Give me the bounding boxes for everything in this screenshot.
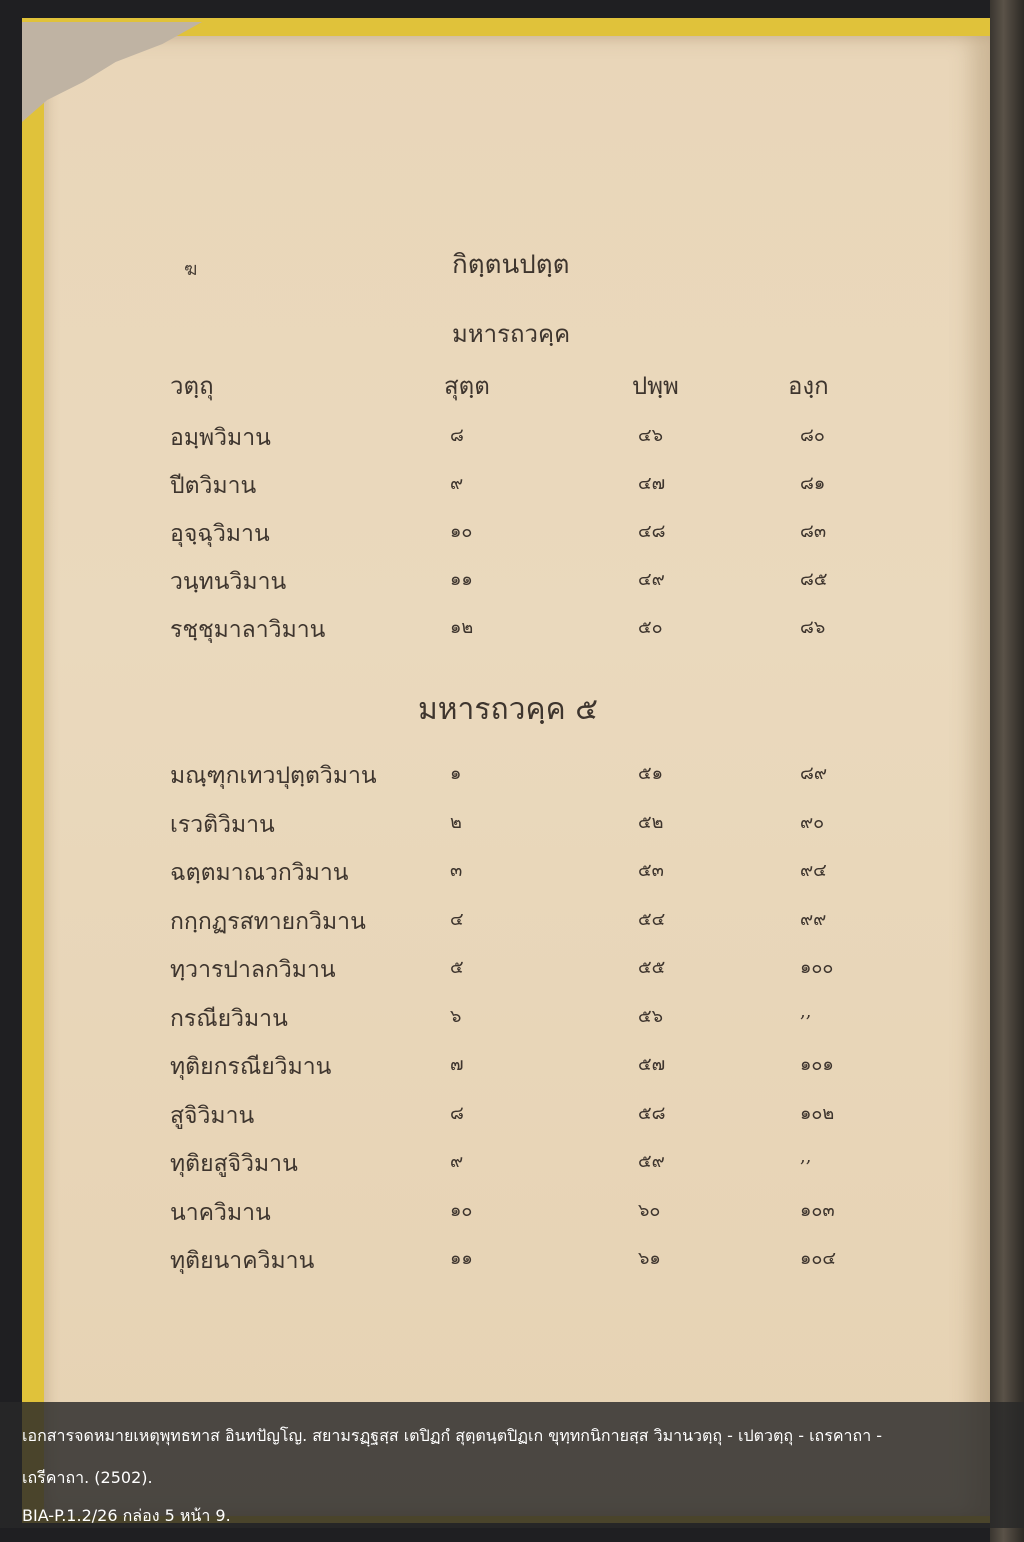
row-pabba: ๕๗ xyxy=(638,1054,666,1075)
row-name: ปีตวิมาน xyxy=(170,473,257,499)
row-pabba: ๕๔ xyxy=(638,908,666,930)
row-anga: ๘๐ xyxy=(800,425,825,446)
row-sutta: ๑๑ xyxy=(450,1248,473,1269)
page-marker: ฆ xyxy=(184,259,198,280)
row-sutta: ๗ xyxy=(450,1054,464,1075)
table-row xyxy=(44,1098,990,1138)
table-row xyxy=(44,904,990,944)
caption-line-2: เถรีคาถา. (2502). xyxy=(22,1468,153,1487)
row-anga: ๑๐๒ xyxy=(800,1102,835,1124)
row-anga: ๘๙ xyxy=(800,763,828,784)
row-anga: ๘๑ xyxy=(800,473,826,494)
row-anga: ,, xyxy=(800,1146,812,1167)
row-anga: ๑๐๐ xyxy=(800,957,834,978)
row-pabba: ๕๘ xyxy=(638,1102,666,1124)
row-name: ฉตฺตมาณวกวิมาน xyxy=(170,860,349,886)
table-row xyxy=(44,420,990,460)
row-pabba: ๕๓ xyxy=(638,860,664,881)
table-row xyxy=(44,1049,990,1089)
table-row xyxy=(44,1001,990,1041)
row-name: นาควิมาน xyxy=(170,1199,271,1226)
row-sutta: ๙ xyxy=(450,1151,464,1172)
row-anga: ๘๖ xyxy=(800,617,826,638)
row-sutta: ๖ xyxy=(450,1005,462,1027)
table-row xyxy=(44,1146,990,1186)
row-anga: ๑๐๓ xyxy=(800,1199,835,1221)
column-header-anga: องฺก xyxy=(788,372,829,400)
row-name: ทฺวารปาลกวิมาน xyxy=(170,957,336,983)
book-page xyxy=(44,36,990,1516)
row-pabba: ๖๐ xyxy=(638,1199,661,1221)
row-name: กรณียวิมาน xyxy=(170,1005,288,1032)
caption-bar xyxy=(0,1402,1024,1528)
table-row xyxy=(44,1195,990,1235)
table-row xyxy=(44,855,990,895)
table-row xyxy=(44,758,990,798)
row-pabba: ๕๙ xyxy=(638,1151,665,1172)
row-sutta: ๙ xyxy=(450,473,464,494)
table-row xyxy=(44,1243,990,1283)
row-sutta: ๘ xyxy=(450,425,464,446)
row-sutta: ๑๐ xyxy=(450,1199,473,1221)
row-sutta: ๑๑ xyxy=(450,569,473,590)
row-name: ทุติยกรณียวิมาน xyxy=(170,1054,332,1080)
section-title-1: มหารถวคฺค xyxy=(452,320,571,348)
row-anga: ๑๐๔ xyxy=(800,1248,837,1269)
row-name: ทุติยนาควิมาน xyxy=(170,1248,315,1274)
row-sutta: ๔ xyxy=(450,908,464,930)
row-name: เรวติวิมาน xyxy=(170,811,275,838)
row-sutta: ๒ xyxy=(450,811,462,833)
row-sutta: ๑๒ xyxy=(450,617,474,638)
row-name: กกฺกฏรสทายกวิมาน xyxy=(170,908,366,935)
row-anga: ๑๐๑ xyxy=(800,1054,834,1075)
caption-line-1: เอกสารจดหมายเหตุพุทธทาส อินทปัญโญ. สยามรฏฺฐสฺส เตปิฏกํ สุตฺตนฺตปิฏเก ขุทฺทกนิกายสฺส วิมานวตฺถุ - เปตวตฺถุ - เถรคาถา - xyxy=(22,1426,883,1445)
row-anga: ๙๐ xyxy=(800,811,825,833)
row-anga: ๙๔ xyxy=(800,860,827,881)
row-name: อุจฺฉุวิมาน xyxy=(170,521,270,547)
table-row xyxy=(44,807,990,847)
table-row xyxy=(44,952,990,992)
row-pabba: ๕๕ xyxy=(638,957,666,978)
table-row xyxy=(44,612,990,652)
row-pabba: ๕๒ xyxy=(638,811,664,833)
row-name: รชฺชุมาลาวิมาน xyxy=(170,617,326,643)
row-sutta: ๑ xyxy=(450,763,462,784)
row-pabba: ๖๑ xyxy=(638,1248,661,1269)
caption-line-3: BIA-P.1.2/26 กล่อง 5 หน้า 9. xyxy=(22,1506,231,1525)
column-header-pabba: ปพฺพ xyxy=(632,372,679,400)
section-title-2: มหารถวคฺค ๕ xyxy=(418,692,598,727)
column-header-sutta: สุตฺต xyxy=(444,372,490,400)
row-name: วนฺทนวิมาน xyxy=(170,569,287,595)
book-spine xyxy=(990,0,1024,1542)
table-row xyxy=(44,564,990,604)
row-name: ทุติยสูจิวิมาน xyxy=(170,1151,298,1177)
row-sutta: ๘ xyxy=(450,1102,464,1124)
row-pabba: ๔๖ xyxy=(638,425,664,446)
row-sutta: ๓ xyxy=(450,860,463,881)
row-pabba: ๕๑ xyxy=(638,763,664,784)
row-sutta: ๑๐ xyxy=(450,521,473,542)
row-anga: ๘๕ xyxy=(800,569,828,590)
column-header-vatthu: วตฺถุ xyxy=(170,372,214,400)
row-anga: ๙๙ xyxy=(800,908,827,930)
row-sutta: ๕ xyxy=(450,957,464,978)
page-title: กิตฺตนปตฺต xyxy=(452,250,570,280)
row-name: อมฺพวิมาน xyxy=(170,425,271,451)
table-row xyxy=(44,516,990,556)
row-anga: ,, xyxy=(800,1000,812,1022)
row-pabba: ๔๘ xyxy=(638,521,666,542)
row-pabba: ๔๙ xyxy=(638,569,665,590)
row-pabba: ๕๖ xyxy=(638,1005,664,1027)
row-pabba: ๔๗ xyxy=(638,473,666,494)
table-row xyxy=(44,468,990,508)
row-pabba: ๕๐ xyxy=(638,617,663,638)
row-name: มณฺฑุกเทวปุตฺตวิมาน xyxy=(170,763,377,789)
row-anga: ๘๓ xyxy=(800,521,827,542)
row-name: สูจิวิมาน xyxy=(170,1102,255,1129)
